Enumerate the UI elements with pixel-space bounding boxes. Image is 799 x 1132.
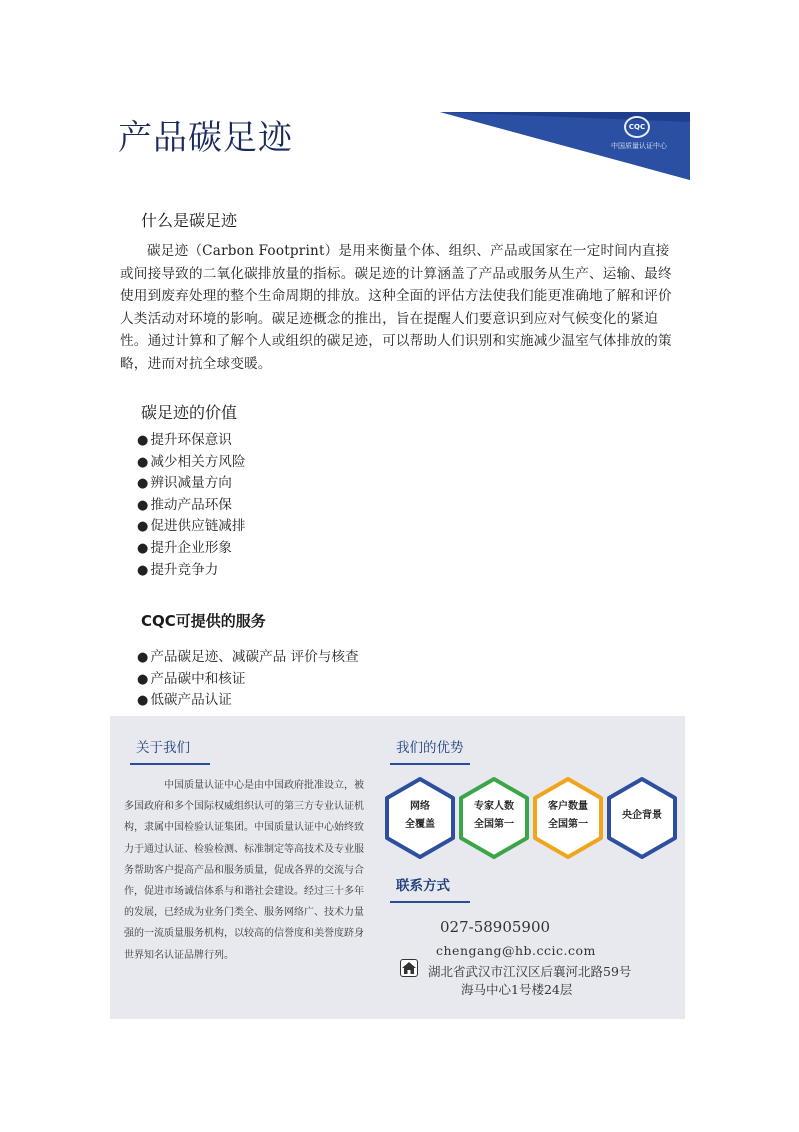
list-item: ● 产品碳足迹、减碳产品 评价与核查 bbox=[137, 647, 359, 669]
what-is-paragraph: 碳足迹（Carbon Footprint）是用来衡量个体、组织、产品或国家在一定时间内直接或间接导致的二氧化碳排放量的指标。碳足迹的计算涵盖了产品或服务从生产、运输、最终使用到废弃处理的整个生命周期的排放。这种全面的评估方法使我们能更准确地了解和评价人类活动对环境的影响。碳足迹概念的推出，旨在提醒人们要意识到应对气候变化的紧迫性。通过计算和了解个人或组织的碳足迹，可以帮助人们识别和实施减少温室气体排放的策略，进而对抗全球变暖。 bbox=[120, 243, 672, 372]
about-heading: 关于我们 bbox=[136, 736, 190, 761]
list-item: ● 提升企业形象 bbox=[137, 538, 246, 560]
contact-address-line1: 湖北省武汉市江汉区后襄河北路59号 bbox=[428, 964, 632, 979]
list-item: ● 低碳产品认证 bbox=[137, 690, 359, 712]
advantages-heading: 我们的优势 bbox=[396, 736, 464, 761]
list-item: ● 提升环保意识 bbox=[137, 430, 246, 452]
about-text: 中国质量认证中心是由中国政府批准设立，被多国政府和多个国际权威组织认可的第三方专业认证机构，隶属中国检验认证集团。中国质量认证中心始终致力于通过认证、检验检测、标准制定等高技术及专业服务帮助客户提高产品和服务质量，促成各界的交流与合作，促进市场诚信体系与和谐社会建设。经过三十多年的发展，已经成为业务门类全、服务网络广、技术力量强的一流质量服务机构，以较高的信誉度和美誉度跻身世界知名认证品牌行列。 bbox=[124, 780, 364, 961]
page-title: 产品碳足迹 bbox=[118, 118, 293, 158]
cqc-logo-icon: CQC bbox=[624, 116, 650, 138]
advantage-experts: 专家人数 全国第一 bbox=[474, 801, 514, 830]
contact-email: chengang@hb.ccic.com bbox=[436, 943, 596, 958]
section-heading-value: 碳足迹的价值 bbox=[141, 403, 238, 422]
list-item: ● 辨识减量方向 bbox=[137, 473, 246, 495]
section-heading-services: CQC可提供的服务 bbox=[141, 612, 266, 630]
contact-address-line2: 海马中心1号楼24层 bbox=[461, 982, 573, 997]
list-item: ● 产品碳中和核证 bbox=[137, 669, 359, 691]
value-list bbox=[137, 430, 246, 581]
contact-phone: 027-58905900 bbox=[440, 918, 551, 936]
footer-panel bbox=[110, 716, 685, 1019]
services-list bbox=[137, 647, 359, 712]
list-item: ● 提升竞争力 bbox=[137, 560, 246, 582]
section-heading-what-is: 什么是碳足迹 bbox=[141, 211, 238, 230]
advantage-network: 网络 全覆盖 bbox=[405, 801, 435, 830]
list-item: ● 促进供应链减排 bbox=[137, 516, 246, 538]
list-item: ● 推动产品环保 bbox=[137, 495, 246, 517]
list-item: ● 减少相关方风险 bbox=[137, 452, 246, 474]
contact-heading: 联系方式 bbox=[396, 874, 450, 899]
advantage-clients: 客户数量 全国第一 bbox=[548, 801, 588, 830]
logo-org-name: 中国质量认证中心 bbox=[611, 142, 667, 150]
home-icon bbox=[400, 959, 418, 977]
advantage-soe: 央企背景 bbox=[622, 810, 662, 821]
